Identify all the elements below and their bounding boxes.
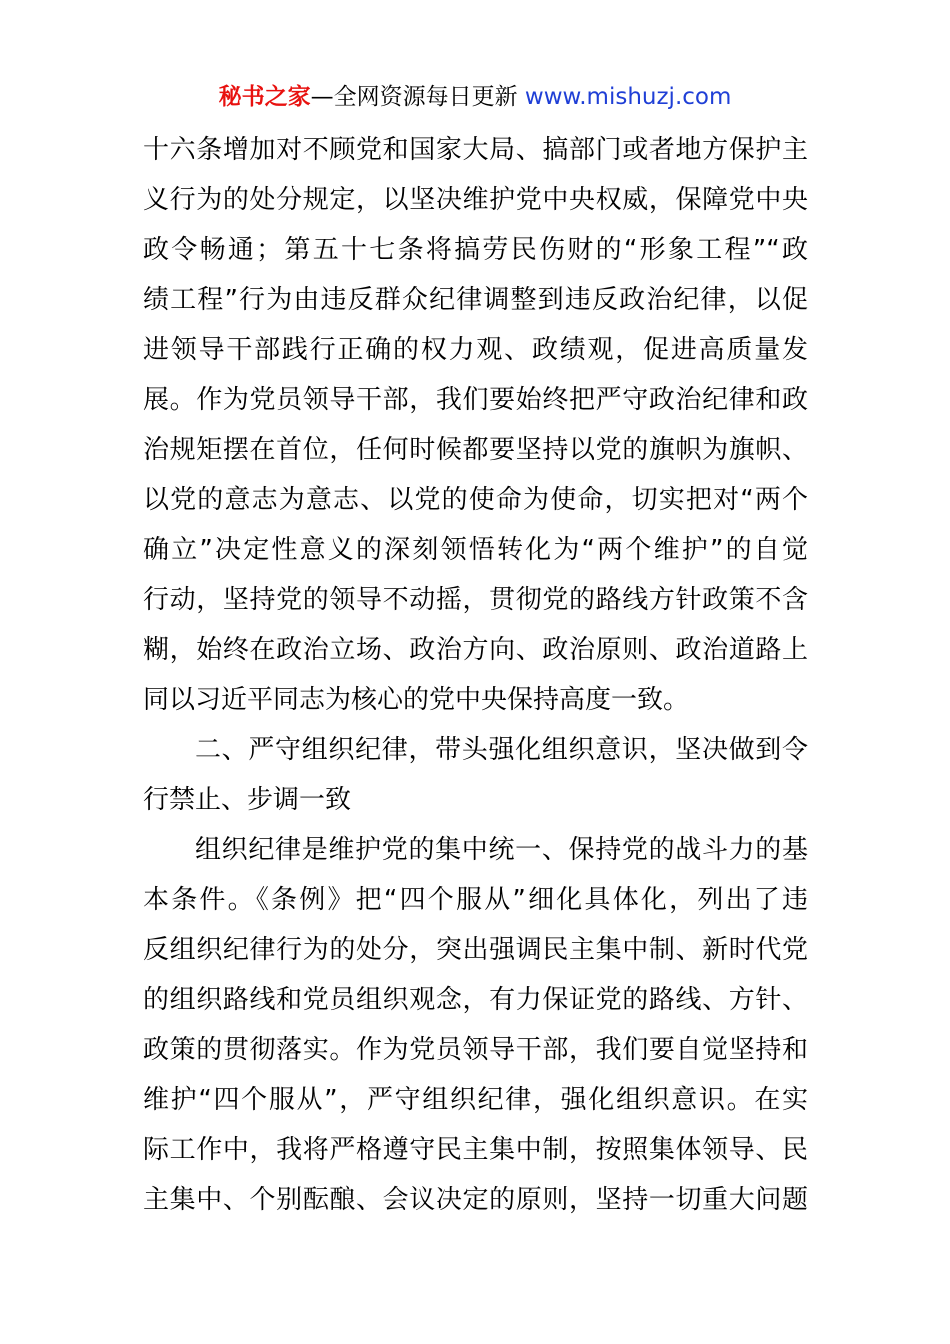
text-line: 反组织纪律行为的处分，突出强调民主集中制、新时代党	[143, 935, 808, 965]
site-url-link[interactable]: www.mishuzj.com	[524, 84, 732, 110]
site-brand: 秘书之家	[218, 84, 311, 110]
text-line: 绩工程”行为由违反群众纪律调整到违反政治纪律，以促	[143, 285, 808, 315]
text-line: 的组织路线和党员组织观念，有力保证党的路线、方针、	[143, 985, 808, 1015]
section-heading-line: 二、严守组织纪律，带头强化组织意识，坚决做到令	[195, 735, 808, 765]
site-tagline: —全网资源每日更新	[310, 84, 525, 110]
text-line: 义行为的处分规定，以坚决维护党中央权威，保障党中央	[143, 185, 808, 215]
text-line: 组织纪律是维护党的集中统一、保持党的战斗力的基	[195, 835, 808, 865]
text-line: 政令畅通；第五十七条将搞劳民伤财的“形象工程”“政	[143, 235, 808, 265]
section-heading-line: 行禁止、步调一致	[143, 785, 352, 815]
site-header	[0, 80, 950, 114]
text-line: 确立”决定性意义的深刻领悟转化为“两个维护”的自觉	[143, 535, 808, 565]
text-line: 维护“四个服从”，严守组织纪律，强化组织意识。在实	[143, 1085, 808, 1115]
text-line: 以党的意志为意志、以党的使命为使命，切实把对“两个	[143, 485, 808, 515]
text-line: 际工作中，我将严格遵守民主集中制，按照集体领导、民	[143, 1135, 808, 1165]
text-line: 行动，坚持党的领导不动摇，贯彻党的路线方针政策不含	[143, 585, 808, 615]
text-line: 本条件。《条例》把“四个服从”细化具体化，列出了违	[143, 885, 808, 915]
text-line: 主集中、个别酝酿、会议决定的原则，坚持一切重大问题	[143, 1185, 808, 1215]
document-body	[143, 125, 808, 1225]
text-line: 同以习近平同志为核心的党中央保持高度一致。	[143, 685, 690, 715]
text-line: 治规矩摆在首位，任何时候都要坚持以党的旗帜为旗帜、	[143, 435, 808, 465]
text-line: 糊，始终在政治立场、政治方向、政治原则、政治道路上	[143, 635, 808, 665]
text-line: 政策的贯彻落实。作为党员领导干部，我们要自觉坚持和	[143, 1035, 808, 1065]
text-line: 十六条增加对不顾党和国家大局、搞部门或者地方保护主	[143, 135, 808, 165]
text-line: 进领导干部践行正确的权力观、政绩观，促进高质量发	[143, 335, 808, 365]
text-line: 展。作为党员领导干部，我们要始终把严守政治纪律和政	[143, 385, 808, 415]
